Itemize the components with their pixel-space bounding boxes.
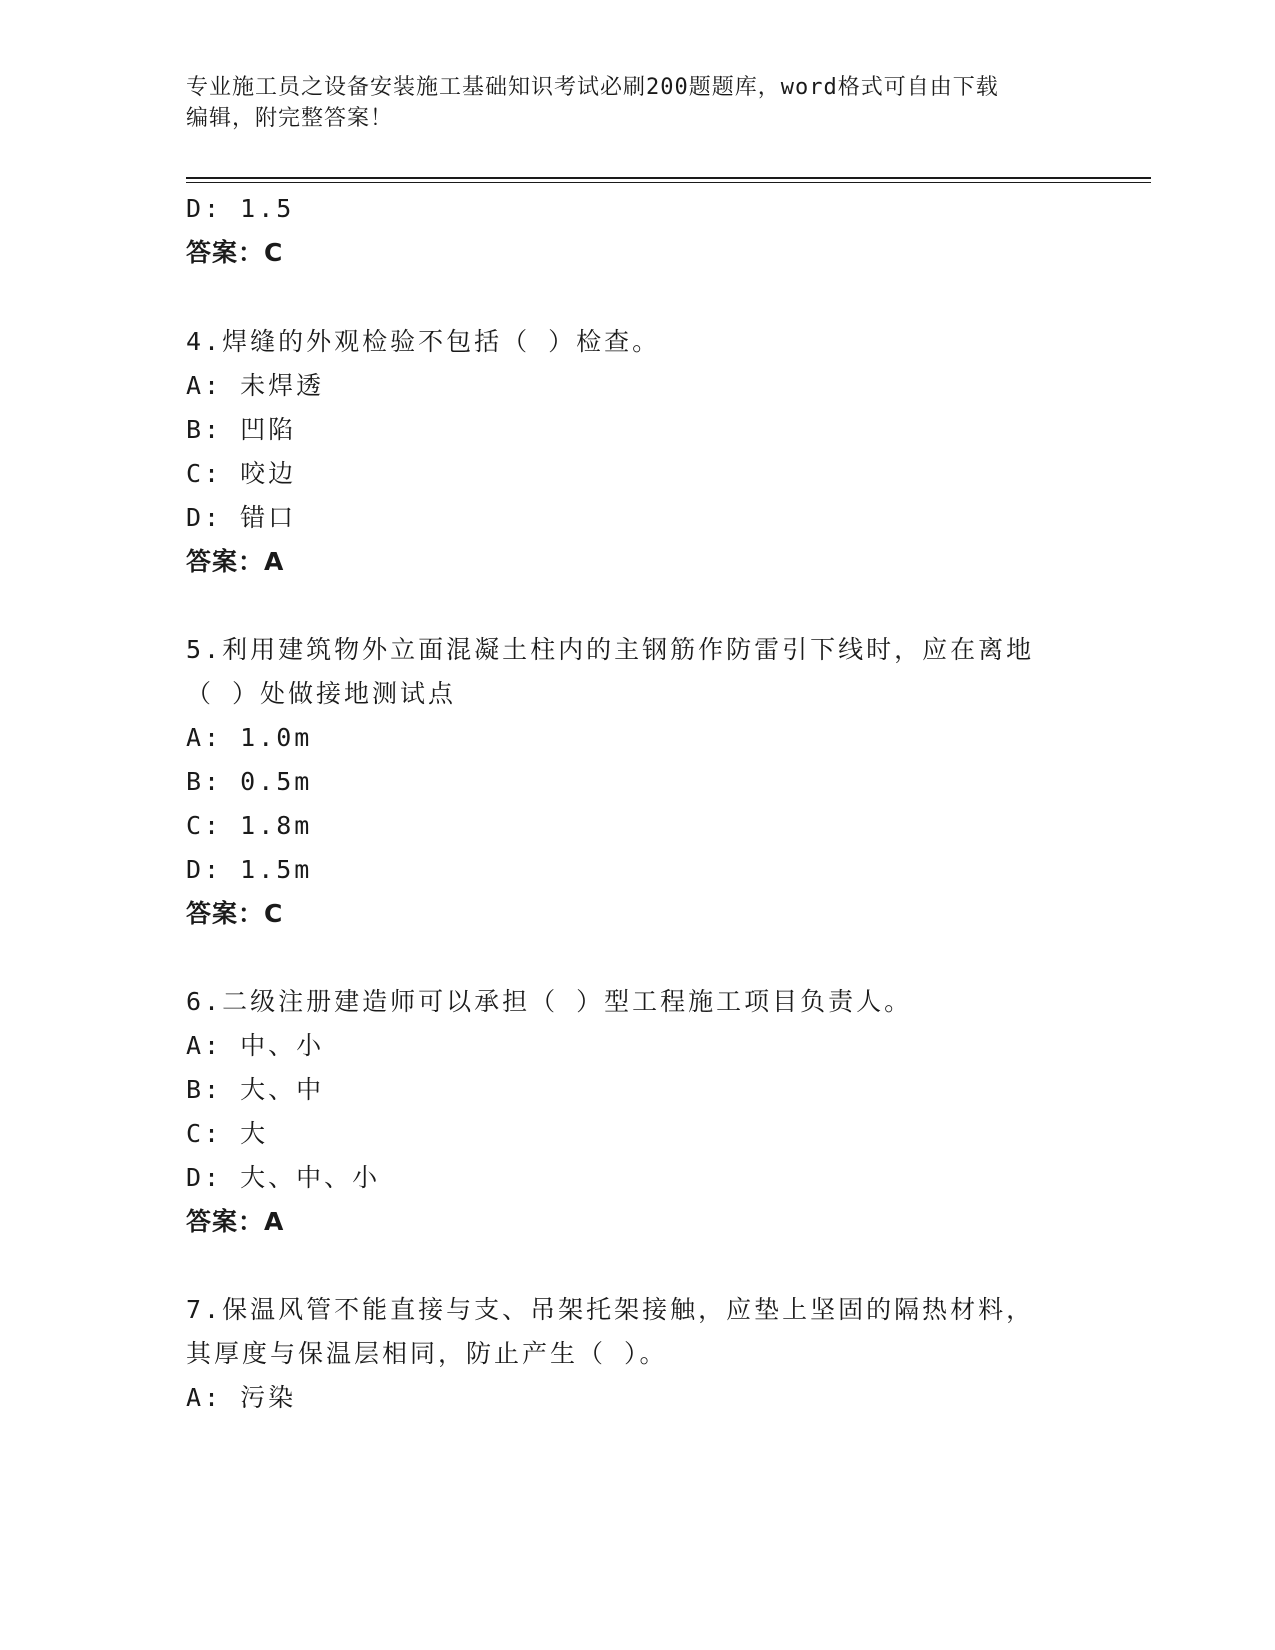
question-4-option-c: C: 咬边	[186, 459, 297, 488]
question-5-option-b: B: 0.5m	[186, 767, 313, 796]
page-header	[186, 72, 1066, 134]
option-d-prev: D: 1.5	[186, 194, 295, 223]
question-6-option-c: C: 大	[186, 1119, 269, 1148]
question-4-stem: 4.焊缝的外观检验不包括（ ）检查。	[186, 327, 661, 356]
header-title-line-2: 编辑，附完整答案！	[186, 106, 394, 131]
question-6-stem: 6.二级注册建造师可以承担（ ）型工程施工项目负责人。	[186, 987, 913, 1016]
question-7-stem-line-2: 其厚度与保温层相同，防止产生（ ）。	[186, 1339, 668, 1368]
question-5-option-c: C: 1.8m	[186, 811, 313, 840]
question-4-answer: 答案：A	[186, 547, 285, 576]
question-7-stem-line-1: 7.保温风管不能直接与支、吊架托架接触，应垫上坚固的隔热材料，	[186, 1295, 1035, 1324]
question-6-option-b: B: 大、中	[186, 1075, 325, 1104]
question-4-option-d: D: 错口	[186, 503, 297, 532]
question-4-option-a: A: 未焊透	[186, 371, 325, 400]
question-5-option-a: A: 1.0m	[186, 723, 313, 752]
question-7-option-a: A: 污染	[186, 1383, 297, 1412]
question-4-option-b: B: 凹陷	[186, 415, 297, 444]
question-5-stem-line-2: （ ）处做接地测试点	[186, 679, 457, 708]
question-5-answer: 答案：C	[186, 899, 284, 928]
question-5-stem-line-1: 5.利用建筑物外立面混凝土柱内的主钢筋作防雷引下线时，应在离地	[186, 635, 1035, 664]
question-6-option-d: D: 大、中、小	[186, 1163, 381, 1192]
question-6-answer: 答案：A	[186, 1207, 285, 1236]
question-6-option-a: A: 中、小	[186, 1031, 325, 1060]
header-title-line-1: 专业施工员之设备安装施工基础知识考试必刷200题题库，word格式可自由下载	[186, 75, 999, 100]
header-divider	[186, 177, 1151, 179]
question-5-option-d: D: 1.5m	[186, 855, 313, 884]
header-divider-thin	[186, 182, 1151, 183]
answer-prev: 答案：C	[186, 238, 284, 267]
